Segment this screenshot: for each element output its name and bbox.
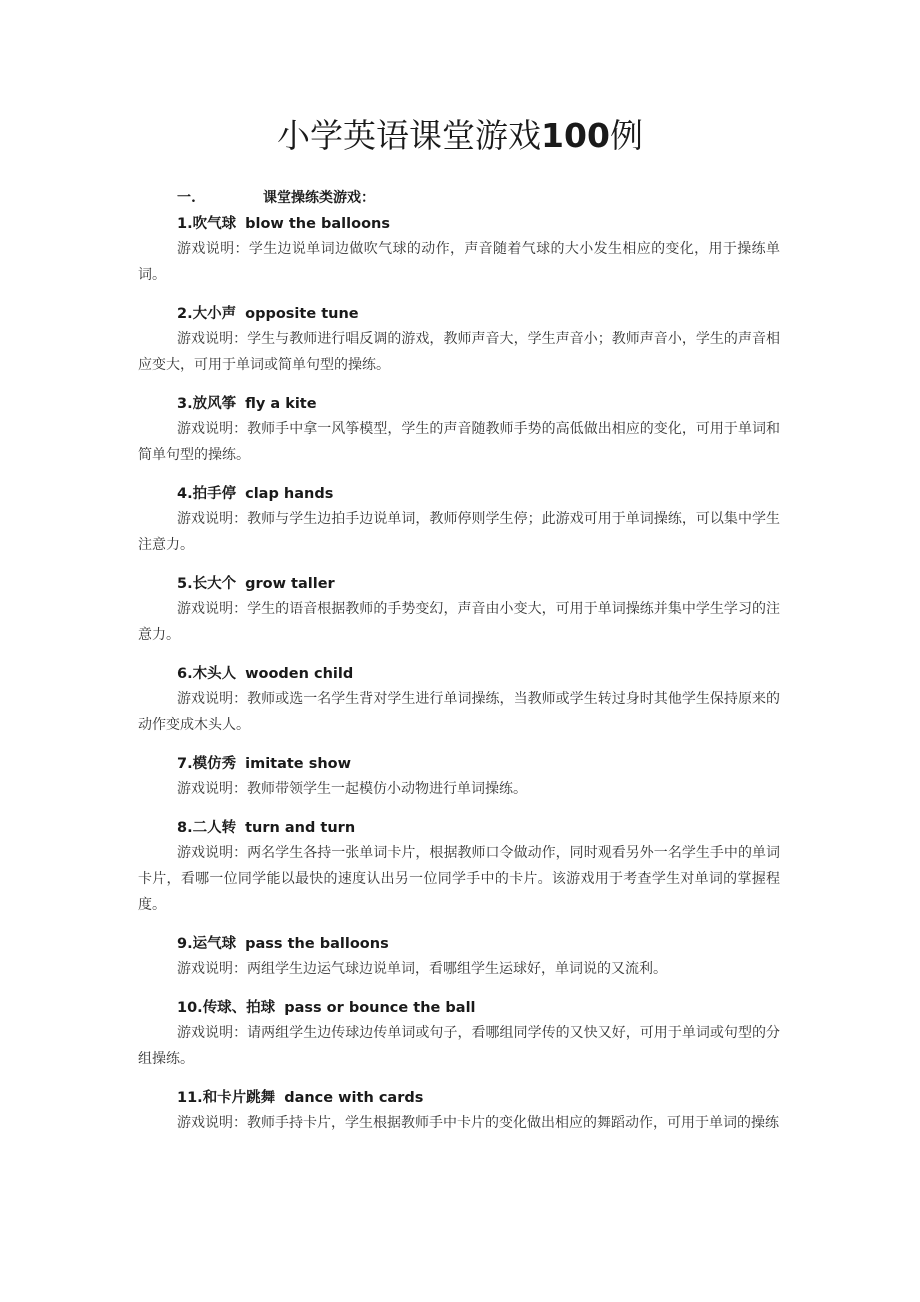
- game-name-en: wooden child: [245, 666, 354, 682]
- game-item: [138, 996, 780, 1072]
- game-heading: [138, 752, 780, 776]
- game-name-cn: 长大个: [192, 575, 237, 592]
- game-name-cn: 和卡片跳舞: [202, 1089, 276, 1106]
- game-name-cn: 传球、拍球: [202, 999, 276, 1016]
- game-heading: [138, 1086, 780, 1110]
- game-item: [138, 302, 780, 378]
- game-heading: [138, 996, 780, 1020]
- game-item: [138, 572, 780, 648]
- game-name-en: pass the balloons: [245, 936, 389, 952]
- game-item: [138, 212, 780, 288]
- game-item: [138, 752, 780, 802]
- game-heading: [138, 932, 780, 956]
- game-item: [138, 816, 780, 918]
- game-name-cn: 吹气球: [192, 215, 237, 232]
- game-number: 7.: [177, 756, 193, 772]
- game-description: 游戏说明：教师带领学生一起模仿小动物进行单词操练。: [177, 781, 527, 797]
- game-name-en: blow the balloons: [245, 216, 390, 232]
- game-name-en: clap hands: [245, 486, 334, 502]
- game-name-cn: 拍手停: [192, 485, 237, 502]
- game-number: 5.: [177, 576, 193, 592]
- game-name-en: imitate show: [245, 756, 351, 772]
- game-item: [138, 932, 780, 982]
- game-heading: [138, 662, 780, 686]
- game-number: 1.: [177, 216, 193, 232]
- section-heading: [177, 186, 375, 210]
- game-description: 游戏说明：请两组学生边传球边传单词或句子，看哪组同学传的又快又好，可用于单词或句型的分组操练。: [138, 1025, 780, 1067]
- game-heading: [138, 572, 780, 596]
- game-number: 10.: [177, 1000, 203, 1016]
- game-name-cn: 放风筝: [192, 395, 237, 412]
- game-name-en: pass or bounce the ball: [284, 1000, 476, 1016]
- game-description: 游戏说明：教师手中拿一风筝模型，学生的声音随教师手势的高低做出相应的变化，可用于单词和简单句型的操练。: [138, 421, 780, 463]
- game-name-cn: 木头人: [192, 665, 237, 682]
- game-name-en: grow taller: [245, 576, 335, 592]
- game-description: 游戏说明：两名学生各持一张单词卡片，根据教师口令做动作，同时观看另外一名学生手中的单词卡片，看哪一位同学能以最快的速度认出另一位同学手中的卡片。该游戏用于考查学生对单词的掌握程度。: [138, 845, 780, 913]
- game-description: 游戏说明：教师或选一名学生背对学生进行单词操练，当教师或学生转过身时其他学生保持原来的动作变成木头人。: [138, 691, 780, 733]
- game-list: [138, 212, 780, 1150]
- game-description: 游戏说明：学生与教师进行唱反调的游戏，教师声音大，学生声音小；教师声音小，学生的声音相应变大，可用于单词或简单句型的操练。: [138, 331, 780, 373]
- title-suffix: 例: [609, 116, 643, 155]
- game-heading: [138, 482, 780, 506]
- game-description: 游戏说明：教师与学生边拍手边说单词，教师停则学生停；此游戏可用于单词操练，可以集中学生注意力。: [138, 511, 780, 553]
- game-number: 11.: [177, 1090, 203, 1106]
- title-main: 小学英语课堂游戏: [277, 116, 542, 155]
- game-name-en: turn and turn: [245, 820, 356, 836]
- game-number: 6.: [177, 666, 193, 682]
- game-name-cn: 模仿秀: [192, 755, 237, 772]
- game-name-en: dance with cards: [284, 1090, 424, 1106]
- game-item: [138, 392, 780, 468]
- game-heading: [138, 212, 780, 236]
- game-number: 4.: [177, 486, 193, 502]
- section-marker: 一.: [177, 190, 196, 206]
- game-item: [138, 482, 780, 558]
- game-name-cn: 二人转: [192, 819, 237, 836]
- game-number: 3.: [177, 396, 193, 412]
- game-name-cn: 运气球: [192, 935, 237, 952]
- game-item: [138, 662, 780, 738]
- game-heading: [138, 816, 780, 840]
- game-number: 8.: [177, 820, 193, 836]
- game-description: 游戏说明：学生边说单词边做吹气球的动作，声音随着气球的大小发生相应的变化，用于操练单词。: [138, 241, 780, 283]
- section-label: 课堂操练类游戏：: [263, 190, 375, 206]
- game-number: 9.: [177, 936, 193, 952]
- game-item: [138, 1086, 780, 1136]
- game-name-en: fly a kite: [245, 396, 317, 412]
- game-heading: [138, 302, 780, 326]
- game-name-en: opposite tune: [245, 306, 359, 322]
- game-description: 游戏说明：学生的语音根据教师的手势变幻，声音由小变大，可用于单词操练并集中学生学习的注意力。: [138, 601, 780, 643]
- game-description: 游戏说明：两组学生边运气球边说单词，看哪组学生运球好，单词说的又流利。: [177, 961, 667, 977]
- game-number: 2.: [177, 306, 193, 322]
- game-name-cn: 大小声: [192, 305, 237, 322]
- game-heading: [138, 392, 780, 416]
- game-description: 游戏说明：教师手持卡片，学生根据教师手中卡片的变化做出相应的舞蹈动作，可用于单词的操练: [177, 1115, 779, 1131]
- title-number: 100: [541, 116, 610, 155]
- page-title: [0, 110, 920, 162]
